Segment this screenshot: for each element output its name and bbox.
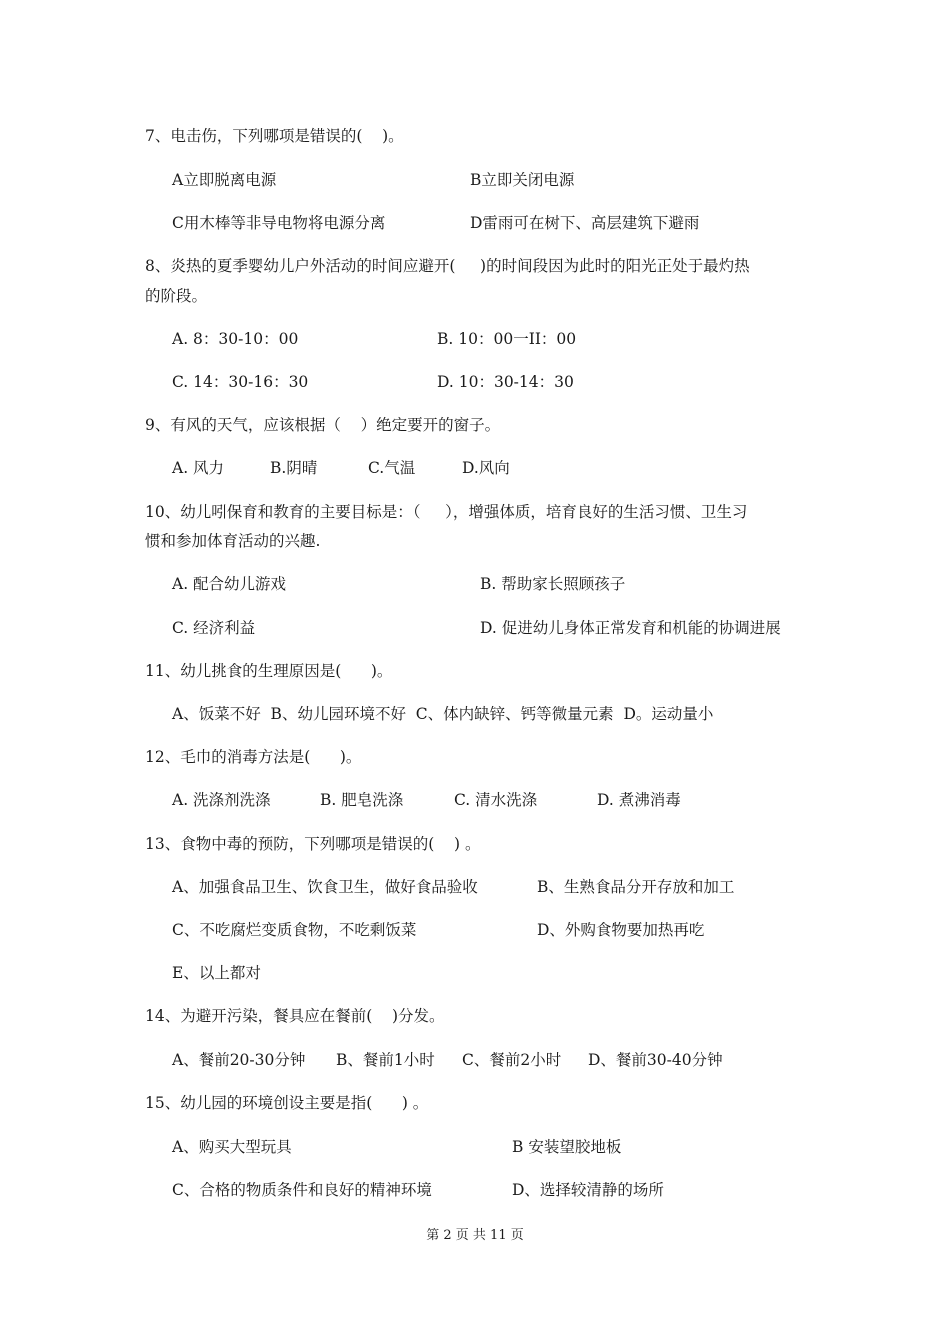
- question-11-options: A、饭菜不好 B、幼儿园环境不好 C、体内缺锌、钙等微量元素 D。运动量小: [172, 705, 714, 723]
- question-7-option-c: C用木棒等非导电物将电源分离: [172, 214, 386, 232]
- question-13-stem: 13、食物中毒的预防，下列哪项是错误的( ) 。: [145, 835, 481, 853]
- question-8-stem-line-2: 的阶段。: [145, 287, 208, 305]
- question-8-option-d: D. 10：30-14：30: [437, 373, 574, 391]
- question-13-option-b: B、生熟食品分开存放和加工: [537, 878, 735, 896]
- question-7-option-b: B立即关闭电源: [470, 171, 575, 189]
- question-15-option-b: B 安装望胶地板: [512, 1138, 622, 1156]
- question-10-stem-line-2: 惯和参加体育活动的兴趣.: [145, 532, 321, 550]
- page-number-footer: 第 2 页 共 11 页: [426, 1228, 524, 1243]
- question-9-stem: 9、有风的天气，应该根据（ ）绝定要开的窗子。: [145, 416, 501, 434]
- question-8-option-a: A. 8：30-10：00: [172, 330, 299, 348]
- question-11-stem: 11、幼儿挑食的生理原因是( )。: [145, 662, 393, 680]
- question-13-option-e: E、以上都对: [172, 964, 261, 982]
- question-12-stem: 12、毛巾的消毒方法是( )。: [145, 748, 362, 766]
- question-9-option-a: A. 风力: [172, 459, 225, 477]
- question-7-stem: 7、电击伤，下列哪项是错误的( )。: [145, 127, 404, 145]
- question-13-option-a: A、加强食品卫生、饮食卫生，做好食品验收: [172, 878, 478, 896]
- question-15-option-a: A、购买大型玩具: [172, 1138, 292, 1156]
- question-9-option-d: D.风向: [462, 459, 510, 477]
- question-8-option-c: C. 14：30-16：30: [172, 373, 309, 391]
- question-14-stem: 14、为避开污染，餐具应在餐前( )分发。: [145, 1007, 445, 1025]
- question-12-option-c: C. 清水洗涤: [454, 791, 538, 809]
- question-12-option-d: D. 煮沸消毒: [597, 791, 681, 809]
- question-15-option-c: C、合格的物质条件和良好的精神环境: [172, 1181, 432, 1199]
- question-10-stem-line-1: 10、幼儿吲保育和教育的主要目标是：（ ），增强体质，培育良好的生活习惯、卫生习: [145, 503, 748, 521]
- question-12-option-a: A. 洗涤剂洗涤: [172, 791, 271, 809]
- question-10-option-a: A. 配合幼儿游戏: [172, 575, 287, 593]
- question-9-option-b: B.阴晴: [270, 459, 318, 477]
- question-8-option-b: B. 10：00一II：00: [437, 330, 577, 348]
- question-15-option-d: D、选择较清静的场所: [512, 1181, 664, 1199]
- question-9-option-c: C.气温: [368, 459, 416, 477]
- question-12-option-b: B. 肥皂洗涤: [320, 791, 404, 809]
- question-10-option-d: D. 促进幼儿身体正常发育和机能的协调进展: [480, 619, 781, 637]
- question-10-option-c: C. 经济利益: [172, 619, 256, 637]
- question-14-option-c: C、餐前2小时: [462, 1051, 562, 1069]
- question-7-option-a: A立即脱离电源: [172, 171, 277, 189]
- question-14-option-d: D、餐前30-40分钟: [588, 1051, 723, 1069]
- question-14-option-b: B、餐前1小时: [336, 1051, 435, 1069]
- question-13-option-c: C、不吃腐烂变质食物，不吃剩饭菜: [172, 921, 417, 939]
- question-10-option-b: B. 帮助家长照顾孩子: [480, 575, 626, 593]
- question-14-option-a: A、餐前20-30分钟: [172, 1051, 306, 1069]
- question-7-option-d: D雷雨可在树下、高层建筑下避雨: [470, 214, 700, 232]
- question-8-stem-line-1: 8、炎热的夏季婴幼儿户外活动的时间应避开( )的时间段因为此时的阳光正处于最灼热: [145, 257, 750, 275]
- question-13-option-d: D、外购食物要加热再吃: [537, 921, 705, 939]
- question-15-stem: 15、幼儿园的环境创设主要是指( ) 。: [145, 1094, 429, 1112]
